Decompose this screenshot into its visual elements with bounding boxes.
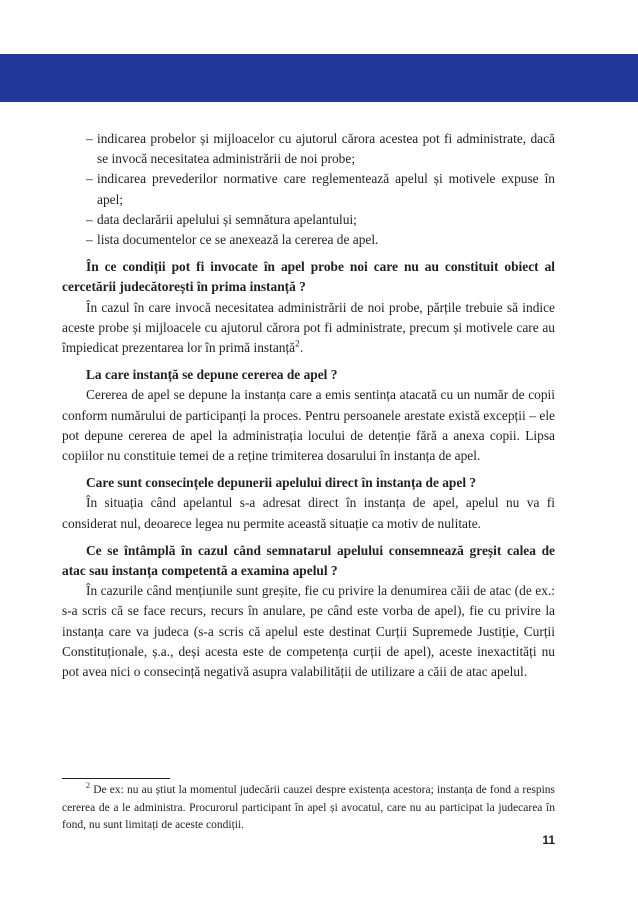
list-dash: – bbox=[86, 211, 93, 227]
list-item bbox=[62, 230, 555, 250]
answer-direct-filing: În situația când apelantul s-a adresat direct în instanța de apel, apelul nu va fi considerat nul, deoarece legea nu permite această situație ca motiv de nulitate. bbox=[62, 495, 555, 531]
question-wrong-designation: Ce se întâmplă în cazul când semnatarul apelului consemnează greșit calea de atac sau instanța competentă a examina apelul ? bbox=[62, 542, 555, 579]
footnote-divider bbox=[62, 778, 170, 779]
list-item bbox=[62, 169, 555, 209]
answer-end: . bbox=[299, 340, 304, 356]
question-new-evidence: În ce condiții pot fi invocate în apel probe noi care nu au constituit obiect al cercetării judecătorești în prima instanță ? bbox=[62, 259, 555, 295]
answer-text: În cazul în care invocă necesitatea administrării de noi probe, părțile trebuie să indice aceste probe și mijloacele cu ajutorul cărora pot fi administrate, precum și motivele care au împiedicat prezentarea lor în primă instanță bbox=[62, 299, 555, 356]
list-item bbox=[62, 129, 555, 169]
question-filing-court: La care instanță se depune cererea de apel ? bbox=[86, 367, 338, 383]
list-item-text: lista documentelor ce se anexează la cererea de apel. bbox=[97, 232, 379, 248]
list-dash: – bbox=[86, 131, 93, 146]
page-body bbox=[62, 129, 555, 682]
footnote-ref[interactable]: 2 bbox=[295, 339, 300, 350]
list-dash: – bbox=[86, 232, 93, 248]
question-direct-filing: Care sunt consecințele depunerii apelului direct în instanța de apel ? bbox=[86, 475, 477, 491]
list-item-text: indicarea probelor și mijloacelor cu ajutorul cărora acestea pot fi administrate, dacă se invocă necesitatea administrării de noi probe; bbox=[97, 131, 555, 167]
list-item bbox=[62, 210, 555, 230]
answer-wrong-designation: În cazurile când mențiunile sunt greșite, fie cu privire la denumirea căii de atac (de ex.: s-a scris că se face recurs, recurs în anulare, pe când este vorba de apel), fie cu privire la instanța care va judeca (s-a scris că apelul este destinat Curții Supremede Justiție, Curții Constituționale, ș.a., deși acesta este de competența curții de apel), aceste inexactități nu pot avea nici o consecință negativă asupra valabilității de utilizare a căii de atac apelul. bbox=[62, 583, 555, 680]
header-band bbox=[0, 54, 638, 102]
list-dash: – bbox=[86, 171, 93, 187]
footnote bbox=[62, 782, 555, 835]
answer-new-evidence bbox=[62, 298, 555, 359]
footnote-marker: 2 bbox=[86, 781, 91, 791]
answer-filing-court: Cererea de apel se depune la instanța care a emis sentința atacată cu un număr de copii conform numărului de participanți la proces. Pentru persoanele arestate există excepții – ele pot depune cererea de apel la administrația locului de detenție fără a anexa copii. Lipsa copiilor nu constituie temei de a reține trimiterea dosarului în instanța de apel. bbox=[62, 387, 555, 464]
page-number: 11 bbox=[542, 833, 555, 847]
list-item-text: data declarării apelului și semnătura apelantului; bbox=[97, 211, 357, 227]
footnote-text: De ex: nu au știut la momentul judecării cauzei despre existența acestora; instanța de fond a respins cererea de a le administra. Procurorul participant în apel și avocatul, care nu au participat la judecarea în fond, nu sunt limitați de aceste condiții. bbox=[62, 784, 555, 831]
list-item-text: indicarea prevederilor normative care reglementează apelul și motivele expuse în apel; bbox=[97, 171, 555, 207]
